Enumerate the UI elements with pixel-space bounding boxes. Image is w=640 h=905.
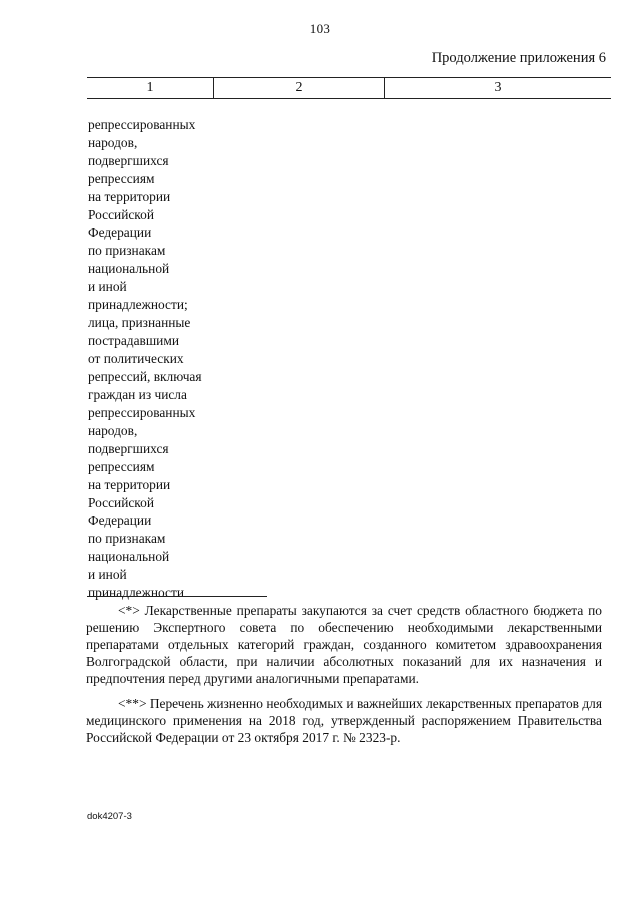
table-cell-line: на территории: [88, 189, 171, 204]
footnotes: [86, 602, 602, 754]
column-header-2: 2: [214, 78, 385, 98]
table-cell-line: принадлежности;: [88, 297, 188, 312]
table-cell-line: и иной: [88, 279, 127, 294]
table-cell-line: по признакам: [88, 531, 166, 546]
table-cell-line: принадлежности: [88, 585, 184, 600]
table-cell-line: репрессиям: [88, 459, 155, 474]
table-column-header-row: [87, 77, 611, 99]
table-cell-line: народов,: [88, 423, 138, 438]
table-cell-line: репрессий, включая: [88, 369, 202, 384]
table-cell-line: репрессированных: [88, 117, 196, 132]
table-cell-line: народов,: [88, 135, 138, 150]
table-first-column-text: [88, 116, 228, 602]
document-code: dok4207-3: [87, 811, 132, 822]
table-cell-line: Федерации: [88, 225, 152, 240]
column-header-1: 1: [87, 78, 214, 98]
page-number: 103: [309, 21, 331, 36]
table-cell-line: на территории: [88, 477, 171, 492]
footnote-separator: [87, 596, 267, 597]
table-cell-line: от политических: [88, 351, 184, 366]
table-cell-line: по признакам: [88, 243, 166, 258]
table-cell-line: Российской: [88, 495, 154, 510]
table-cell-line: Федерации: [88, 513, 152, 528]
table-cell-line: лица, признанные: [88, 315, 191, 330]
footnote-1: <*> Лекарственные препараты закупаются за счет средств областного бюджета по решению Экспертного совета по обеспечению необходимыми лекарственными препаратами отдельных категорий граждан, созданного комитетом здравоохранения Волгоградской области, при наличии абсолютных показаний для их назначения и предпочтения перед другими аналогичными препаратами.: [86, 603, 602, 686]
table-cell-line: подвергшихся: [88, 153, 169, 168]
table-cell-line: Российской: [88, 207, 154, 222]
footnote-2: <**> Перечень жизненно необходимых и важнейших лекарственных препаратов для медицинского применения на 2018 год, утвержденный распоряжением Правительства Российской Федерации от 23 октября 2017 г. № 2323-р.: [86, 696, 602, 745]
table-cell-line: пострадавшими: [88, 333, 179, 348]
table-cell-line: национальной: [88, 261, 170, 276]
table-cell-line: граждан из числа: [88, 387, 187, 402]
table-cell-line: подвергшихся: [88, 441, 169, 456]
table-cell-line: национальной: [88, 549, 170, 564]
table-cell-line: репрессиям: [88, 171, 155, 186]
table-cell-line: и иной: [88, 567, 127, 582]
appendix-title: Продолжение приложения 6: [431, 50, 606, 66]
table-cell-line: репрессированных: [88, 405, 196, 420]
column-header-3: 3: [494, 80, 502, 95]
